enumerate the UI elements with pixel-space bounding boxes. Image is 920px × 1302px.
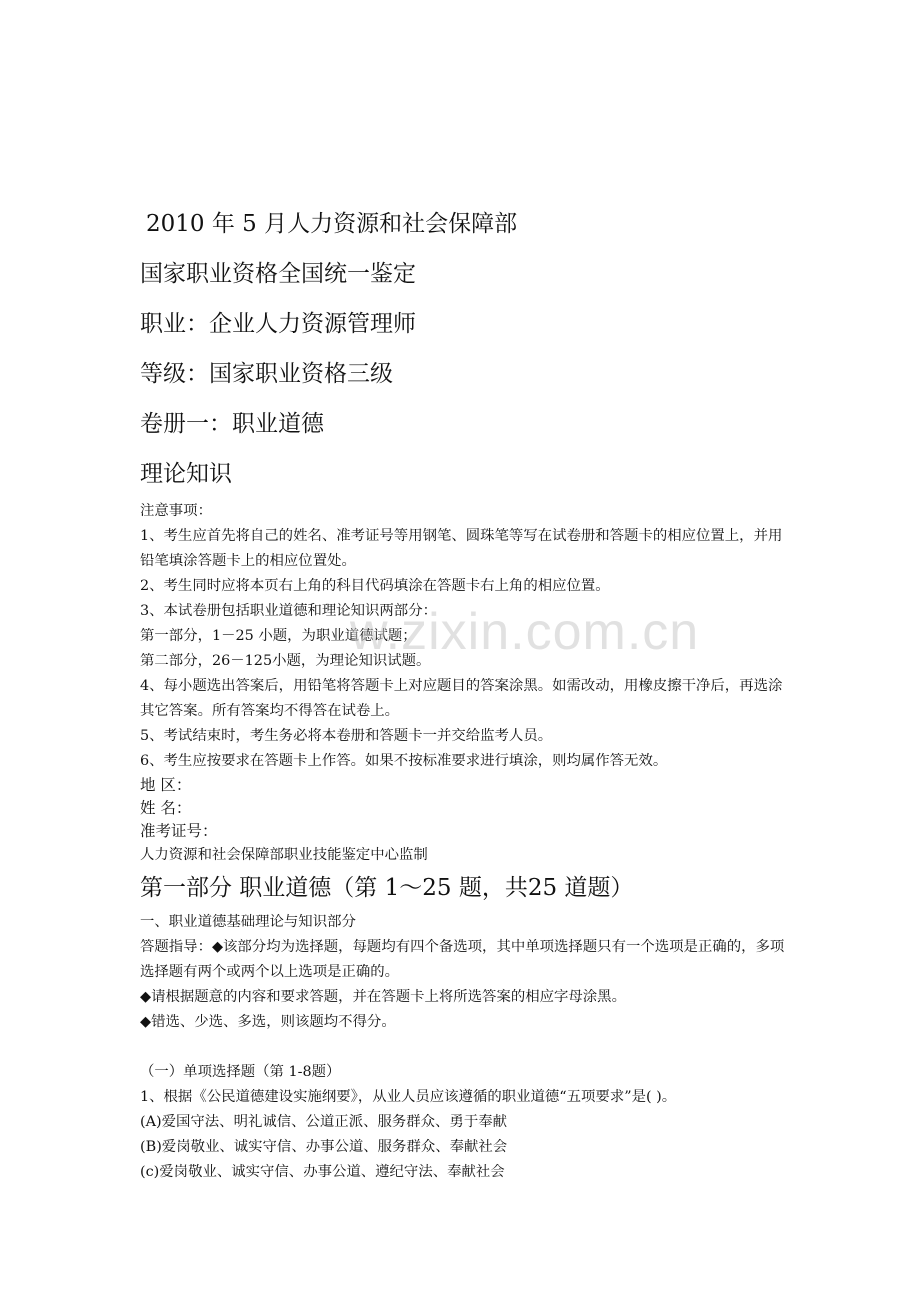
question-1: 1、根据《公民道德建设实施纲要》，从业人员应该遵循的职业道德“五项要求”是( )。	[140, 1089, 677, 1105]
notes-item-3: 3、本试卷册包括职业道德和理论知识两部分：	[140, 603, 437, 619]
notes-item-5: 5、考试结束时，考生务必将本卷册和答题卡一并交给监考人员。	[140, 728, 553, 744]
notes-item-1: 1、考生应首先将自己的姓名、准考证号等用钢笔、圆珠笔等写在试卷册和答题卡的相应位置上，并用铅笔填涂答题卡上的相应位置处。	[140, 528, 783, 569]
header-line-date: 2010 年 5 月人力资源和社会保障部	[146, 211, 518, 237]
question-1-option-a: (A)爱国守法、明礼诚信、公道正派、服务群众、勇于奉献	[140, 1114, 507, 1130]
header-line-subject: 理论知识	[140, 461, 232, 487]
part1-guide-3: ◆错选、少选、多选，则该题均不得分。	[140, 1014, 396, 1030]
question-1-option-c: (c)爱岗敬业、诚实守信、办事公道、遵纪守法、奉献社会	[140, 1164, 505, 1180]
section-single-choice: （一）单项选择题（第 1-8题）	[140, 1064, 341, 1080]
part1-guide-2: ◆请根据题意的内容和要求答题，并在答题卡上将所选答案的相应字母涂黑。	[140, 989, 626, 1005]
part1-title: 第一部分 职业道德（第 1～25 题，共25 道题）	[140, 875, 634, 901]
header-line-exam: 国家职业资格全国统一鉴定	[140, 261, 416, 287]
part1-guide-1: 答题指导：◆该部分均为选择题，每题均有四个备选项，其中单项选择题只有一个选项是正确的，多项选择题有两个或两个以上选项是正确的。	[140, 939, 785, 980]
header-line-occupation: 职业：企业人力资源管理师	[140, 311, 416, 337]
notes-item-3a: 第一部分，1－25 小题，为职业道德试题；	[140, 628, 417, 644]
question-1-option-b: (B)爱岗敬业、诚实守信、办事公道、服务群众、奉献社会	[140, 1139, 508, 1155]
notes-item-4: 4、每小题选出答案后，用铅笔将答题卡上对应题目的答案涂黑。如需改动，用橡皮擦干净后，再选涂其它答案。所有答案均不得答在试卷上。	[140, 678, 783, 719]
notes-title: 注意事项：	[140, 503, 212, 519]
name-field-label: 姓 名：	[140, 799, 192, 817]
watermark-text: w.zixin.com.cn	[350, 603, 700, 661]
header-line-volume: 卷册一：职业道德	[140, 411, 324, 437]
ticket-field-label: 准考证号：	[140, 822, 218, 840]
supervisor-line: 人力资源和社会保障部职业技能鉴定中心监制	[140, 847, 428, 863]
part1-subtitle: 一、职业道德基础理论与知识部分	[140, 914, 356, 930]
header-line-level: 等级：国家职业资格三级	[140, 361, 393, 387]
document-page	[140, 212, 790, 1185]
notes-item-6: 6、考生应按要求在答题卡上作答。如果不按标准要求进行填涂，则均属作答无效。	[140, 753, 668, 769]
region-field-label: 地 区：	[140, 776, 192, 794]
notes-item-3b: 第二部分，26－125小题，为理论知识试题。	[140, 653, 431, 669]
notes-item-2: 2、考生同时应将本页右上角的科目代码填涂在答题卡右上角的相应位置。	[140, 578, 610, 594]
